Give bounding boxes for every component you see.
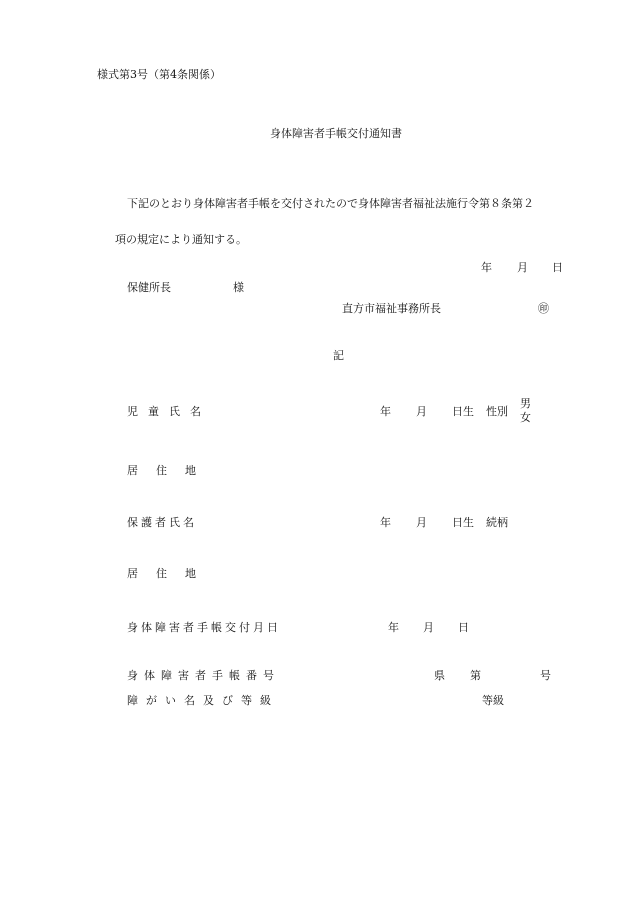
booklet-dai: 第: [470, 669, 481, 682]
guardian-address-label: 居住地: [127, 567, 214, 580]
disability-grade: 等級: [482, 694, 504, 707]
booklet-go: 号: [540, 669, 551, 682]
booklet-number-label: 身体障害者手帳番号: [127, 669, 280, 682]
seal-mark: ㊞: [538, 302, 549, 315]
guardian-birth-year: 年: [380, 516, 391, 529]
issue-date-day: 日: [458, 621, 469, 634]
child-name-label: 児童氏名: [127, 405, 211, 418]
child-birth-month: 月: [416, 405, 427, 418]
date-month: 月: [517, 261, 528, 274]
addressee-label: 保健所長: [127, 281, 171, 294]
addressee-honorific: 様: [233, 281, 244, 294]
child-birth-day: 日生: [452, 405, 474, 418]
guardian-relation-label: 続柄: [486, 516, 508, 529]
disability-label: 障がい名及び等級: [127, 694, 279, 707]
issue-date-year: 年: [388, 621, 399, 634]
date-day: 日: [552, 261, 563, 274]
date-year: 年: [481, 261, 492, 274]
guardian-birth-day: 日生: [452, 516, 474, 529]
child-sex-label: 性別: [486, 405, 508, 418]
guardian-birth-month: 月: [416, 516, 427, 529]
issue-date-month: 月: [423, 621, 434, 634]
document-title: 身体障害者手帳交付通知書: [270, 127, 402, 140]
child-address-label: 居住地: [127, 464, 214, 477]
body-text-line1: 下記のとおり身体障害者手帳を交付されたので身体障害者福祉法施行令第８条第２: [127, 197, 534, 210]
sex-female: 女: [520, 411, 531, 424]
sender-label: 直方市福祉事務所長: [342, 302, 441, 315]
child-birth-year: 年: [380, 405, 391, 418]
body-text-line2: 項の規定により通知する。: [115, 233, 247, 246]
form-number: 様式第3号（第4条関係）: [97, 68, 221, 81]
guardian-name-label: 保護者氏名: [127, 516, 197, 529]
ki-heading: 記: [333, 349, 344, 362]
booklet-pref: 県: [434, 669, 445, 682]
issue-date-label: 身体障害者手帳交付月日: [127, 621, 281, 634]
sex-male: 男: [520, 397, 531, 410]
